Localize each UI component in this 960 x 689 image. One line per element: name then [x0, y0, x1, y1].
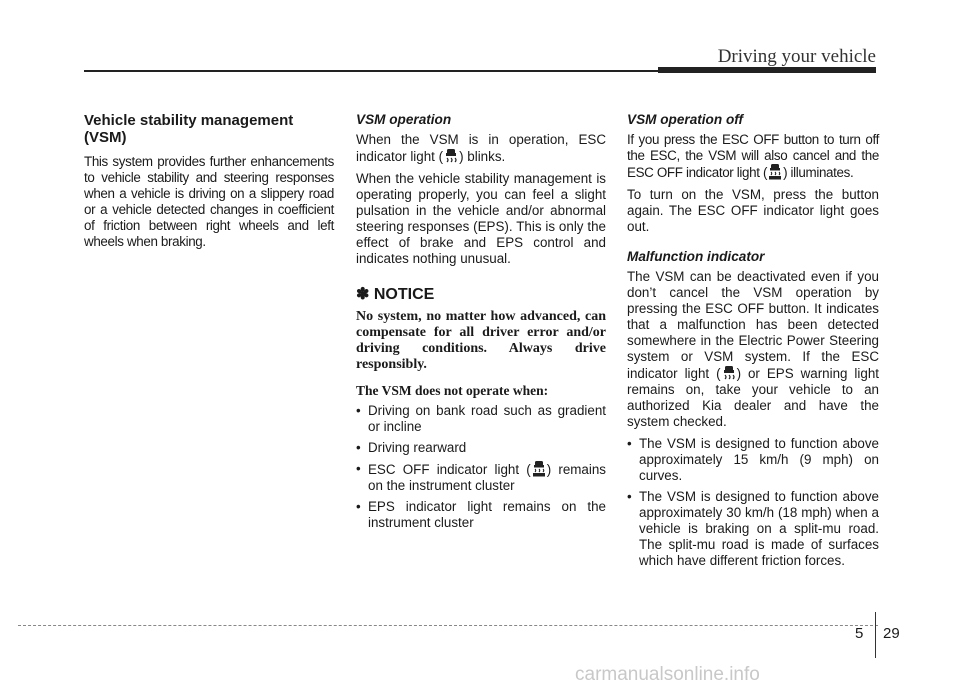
list-item: • The VSM is designed to function above approximately 30 km/h (18 mph) when a vehicle is braking on a split-mu road. The split-mu road is made of surfaces which have different friction forces.: [627, 489, 879, 569]
page-number: 29: [883, 625, 900, 642]
list-item: • EPS indicator light remains on the instrument cluster: [356, 499, 606, 531]
heading-vsm-operation-off: VSM operation off: [627, 112, 744, 127]
header-rule: [84, 70, 664, 72]
esc-off-skid-car-icon: [768, 164, 782, 180]
notice-title: ✽ NOTICE: [356, 286, 435, 303]
watermark: carmanualsonline.info: [575, 664, 760, 685]
notice-body: No system, no matter how advanced, can compensate for all driver error and/or driving conditions. Always drive responsibly.: [356, 309, 606, 372]
vsm-description: This system provides further enhancements to vehicle stability and steering responses when a vehicle is driving on a slippery road or a vehicle detected changes in coefficient of friction between right wheels and left wheels when braking.: [84, 154, 334, 249]
column-2: [356, 112, 606, 536]
list-item: • Driving rearward: [356, 440, 606, 456]
list-item: • ESC OFF indicator light ( ) remains on the instrument cluster: [356, 461, 606, 494]
header-title: Driving your vehicle: [717, 46, 876, 67]
vsm-off-paragraph-2: To turn on the VSM, press the button again. The ESC OFF indicator light goes out.: [627, 187, 879, 234]
malfunction-paragraph: The VSM can be deactivated even if you don’t cancel the VSM operation by pressing the ESC OFF button. It indicates that a malfunction has been detected somewhere in the Electric Power Steering system or VSM system. If the ESC indicator light ( ) or EPS warning light remains on, take your vehicle to an authorized Kia dealer and have the system checked.: [627, 269, 879, 429]
vsm-function-list: [627, 436, 879, 569]
esc-skid-car-icon: [722, 365, 736, 381]
list-item: • Driving on bank road such as gradient or incline: [356, 403, 606, 435]
section-heading-vsm: Vehicle stability management (VSM): [84, 112, 294, 146]
heading-malfunction-indicator: Malfunction indicator: [627, 249, 765, 264]
column-1: [84, 112, 334, 256]
vsm-not-operate-list: [356, 403, 606, 531]
vsm-operation-paragraph-1: When the VSM is in operation, ESC indicator light ( ) blinks.: [356, 132, 606, 164]
esc-skid-car-icon: [444, 148, 458, 164]
heading-vsm-operation: VSM operation: [356, 112, 452, 127]
notice-subheading: The VSM does not operate when:: [356, 383, 549, 398]
header-rule-accent: [658, 67, 876, 73]
section-number: 5: [855, 625, 864, 642]
footer-page-separator: [875, 612, 876, 658]
vsm-operation-paragraph-2: When the vehicle stability management is operating properly, you can feel a slight pulsation in the vehicle and/or abnormal steering responses (EPS). This is only the effect of brake and EPS control and indicates nothing unusual.: [356, 171, 606, 266]
column-3: [627, 112, 879, 574]
vsm-off-paragraph-1: If you press the ESC OFF button to turn off the ESC, the VSM will also cancel and the ESC OFF indicator light ( ) illuminates.: [627, 132, 879, 180]
footer-divider: [18, 625, 878, 626]
list-item: • The VSM is designed to function above approximately 15 km/h (9 mph) on curves.: [627, 436, 879, 484]
esc-off-skid-car-icon: [532, 461, 546, 477]
